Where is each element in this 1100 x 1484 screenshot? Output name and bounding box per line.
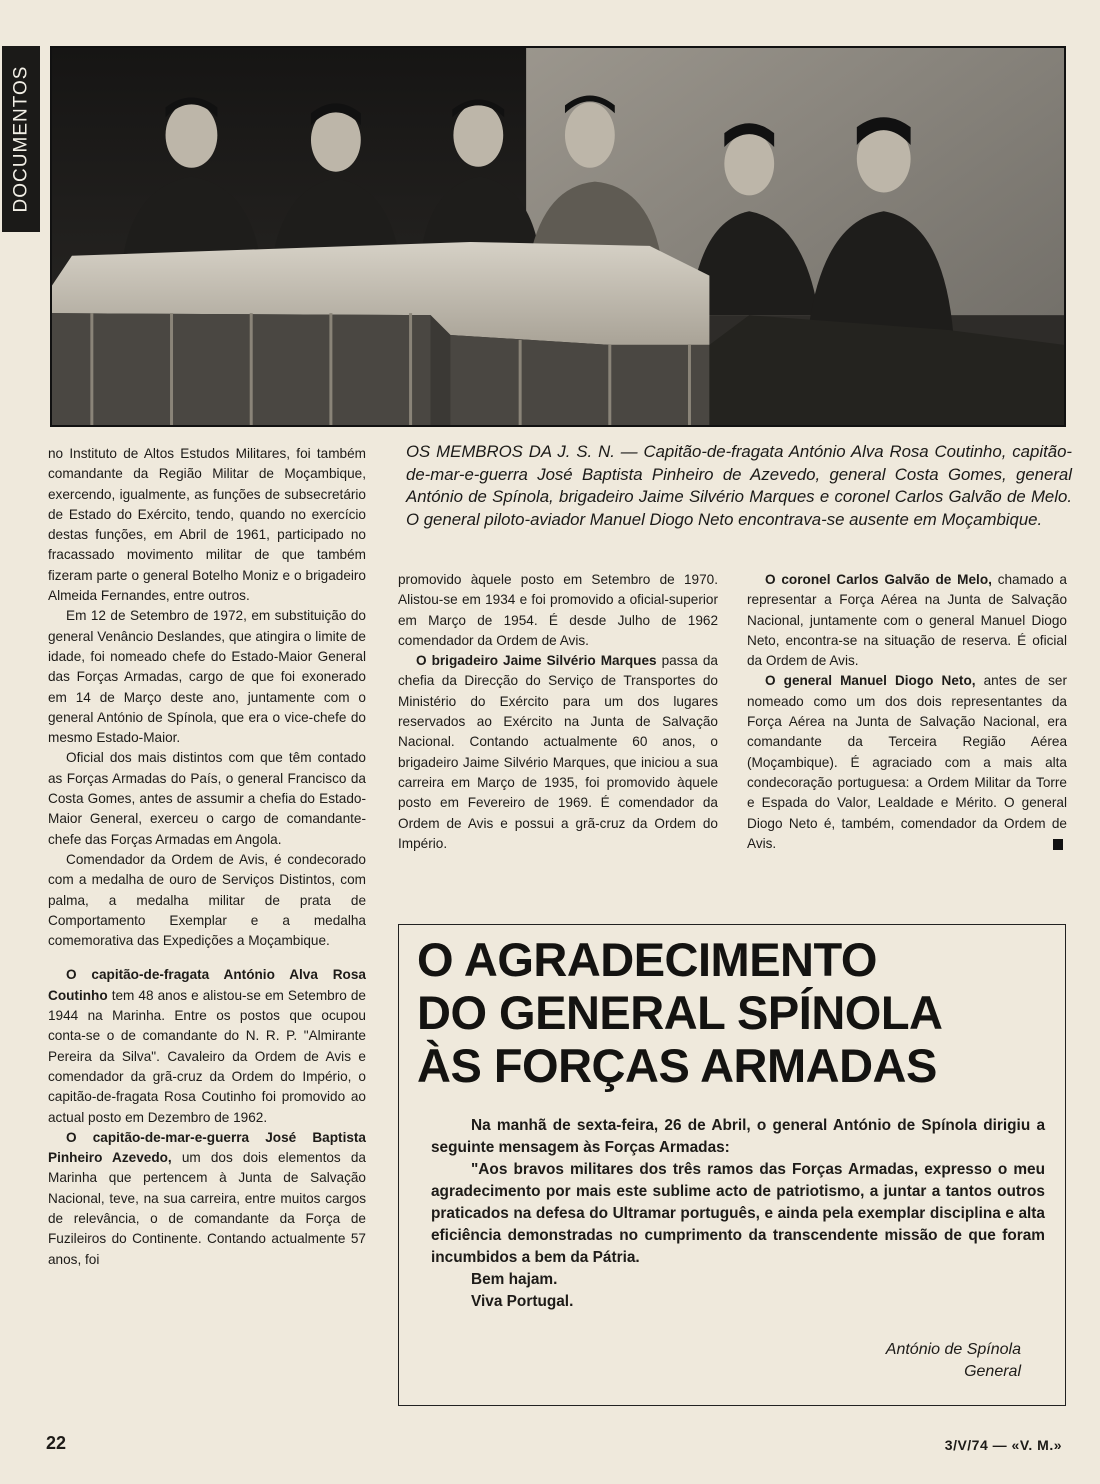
box-headline xyxy=(417,933,1045,1092)
name-silverio-marques: O brigadeiro Jaime Silvério Marques xyxy=(416,653,657,669)
article-column-2 xyxy=(398,570,718,854)
article-column-1 xyxy=(48,444,366,1270)
page-number: 22 xyxy=(46,1433,67,1453)
section-tab-label: DOCUMENTOS xyxy=(10,65,32,213)
name-pinheiro-azevedo: O capitão-de-mar-e-guerra José Baptista Pinheiro Azevedo, xyxy=(48,1129,366,1166)
name-diogo-neto: O general Manuel Diogo Neto, xyxy=(765,673,976,689)
photo-illustration xyxy=(52,48,1064,425)
signature xyxy=(886,1339,1021,1383)
col2-paragraph: promovido àquele posto em Setembro de 1970. Alistou-se em 1934 e foi promovido a oficial-superior em Março de 1954. É desde Julho de 1962 comendador da Ordem de Avis. xyxy=(398,572,718,648)
col1-paragraph-azevedo xyxy=(48,1128,366,1270)
end-of-article-mark xyxy=(1053,839,1063,850)
col1-paragraph: Em 12 de Setembro de 1972, em substituição do general Venâncio Deslandes, que atingira o limite de idade, foi nomeado chefe do Estado-Maior General das Forças Armadas, cargo de que foi exonerado em 14 de Março deste ano, juntamente com o general António de Spínola, que era o vice-chefe do mesmo Estado-Maior. xyxy=(48,608,366,746)
signature-title: General xyxy=(964,1363,1021,1380)
article-column-3 xyxy=(747,570,1067,854)
name-galvao-de-melo: O coronel Carlos Galvão de Melo, xyxy=(765,572,992,587)
message-intro: Na manhã de sexta-feira, 26 de Abril, o general António de Spínola dirigiu a seguinte mensagem às Forças Armadas: xyxy=(431,1117,1045,1156)
col1-paragraph-text: um dos dois elementos da Marinha que pertencem à Junta de Salvação Nacional, teve, na sua carreira, entre muitos cargos de relevância, o de comandante da Força de Fuzileiros do Continente. Contando actualmente 57 anos, foi xyxy=(48,1150,366,1267)
section-tab xyxy=(2,46,40,232)
col3-paragraph-text: chamado a representar a Força Aérea na Junta de Salvação Nacional, juntamente com o general Manuel Diogo Neto, encontra-se na situação de reserva. É oficial da Ordem de Avis. xyxy=(747,572,1067,669)
col1-paragraph: Comendador da Ordem de Avis, é condecorado com a medalha de ouro de Serviços Distintos, com palma, a medalha militar de prata de Comportamento Exemplar e a medalha comemorativa das Expedições a Moçambique. xyxy=(48,851,366,949)
col1-paragraph-text: tem 48 anos e alistou-se em Setembro de 1944 na Marinha. Entre os postos que ocupou conta-se o de comandante do N. R. P. "Almirante Pereira da Silva". Cavaleiro da Ordem de Avis e comendador da grã-cruz da Ordem do Império, o capitão-de-fragata Rosa Coutinho foi promovido ao actual posto em Dezembro de 1962. xyxy=(48,987,366,1125)
spinola-message-box xyxy=(398,924,1066,1406)
message-closing-1: Bem hajam. xyxy=(471,1271,558,1288)
col2-paragraph-silverio xyxy=(398,651,718,854)
name-rosa-coutinho: O capitão-de-fragata António Alva Rosa Coutinho xyxy=(48,967,366,1003)
issue-label: 3/V/74 — «V. M.» xyxy=(944,1437,1062,1453)
message-closing-2: Viva Portugal. xyxy=(471,1293,574,1310)
photo-caption: OS MEMBROS DA J. S. N. — Capitão-de-fragata António Alva Rosa Coutinho, capitão-de-mar-e-guerra José Baptista Pinheiro de Azevedo, general Costa Gomes, general António de Spínola, brigadeiro Jaime Silvério Marques e coronel Carlos Galvão de Melo. O general piloto-aviador Manuel Diogo Neto encontrava-se ausente em Moçambique. xyxy=(406,442,1072,529)
col1-paragraph-coutinho xyxy=(48,965,366,1127)
headline-line: O AGRADECIMENTO xyxy=(417,933,877,986)
col1-paragraph: Oficial dos mais distintos com que têm contado as Forças Armadas do País, o general Francisco da Costa Gomes, antes de assumir a chefia do Estado-Maior General, exerceu o cargo de comandante-chefe das Forças Armadas em Angola. xyxy=(48,750,366,847)
message-quote: "Aos bravos militares dos três ramos das Forças Armadas, expresso o meu agradecimento por mais este sublime acto de patriotismo, a juntar a tantos outros praticados na defesa do Ultramar português, e ainda pela exemplar disciplina e alta eficiência demonstradas no cumprimento da transcendente missão de que foram incumbidos a bem da Pátria. xyxy=(431,1161,1045,1266)
signature-name: António de Spínola xyxy=(885,1341,1021,1358)
col3-paragraph-galvao xyxy=(747,570,1067,671)
col2-paragraph-text: passa da chefia da Direcção do Serviço de Transportes do Ministério do Exército para um dos lugares reservados ao Exército na Junta de Salvação Nacional. Contando actualmente 60 anos, o brigadeiro Jaime Silvério Marques, que iniciou a sua carreira em Março de 1935, foi promovido àquele posto em Fevereiro de 1969. É comendador da Ordem de Avis e possui a grã-cruz da Ordem do Império. xyxy=(398,653,718,851)
message-body xyxy=(417,1115,1045,1313)
col3-paragraph-diogo-neto xyxy=(747,671,1067,854)
headline-line: DO GENERAL SPÍNOLA xyxy=(417,986,943,1039)
col3-paragraph-text: antes de ser nomeado como um dos dois representantes da Força Aérea na Junta de Salvação Nacional, era comandante da Terceira Região Aérea (Moçambique). É agraciado com a mais alta condecoração portuguesa: a Ordem Militar da Torre e Espada do Valor, Lealdade e Mérito. O general Diogo Neto é, também, comendador da Ordem de Avis. xyxy=(747,673,1067,851)
col1-paragraph: no Instituto de Altos Estudos Militares, foi também comandante da Região Militar de Moçambique, exercendo, igualmente, as funções de subsecretário de Estado do Exército, tendo, quando no exercício destas funções, em Abril de 1961, participado no fracassado movimento militar de que também fizeram parte o general Botelho Moniz e o brigadeiro Almeida Fernandes, entre outros. xyxy=(48,446,366,604)
headline-line: ÀS FORÇAS ARMADAS xyxy=(417,1039,937,1092)
photo-jsn-members xyxy=(50,46,1066,427)
